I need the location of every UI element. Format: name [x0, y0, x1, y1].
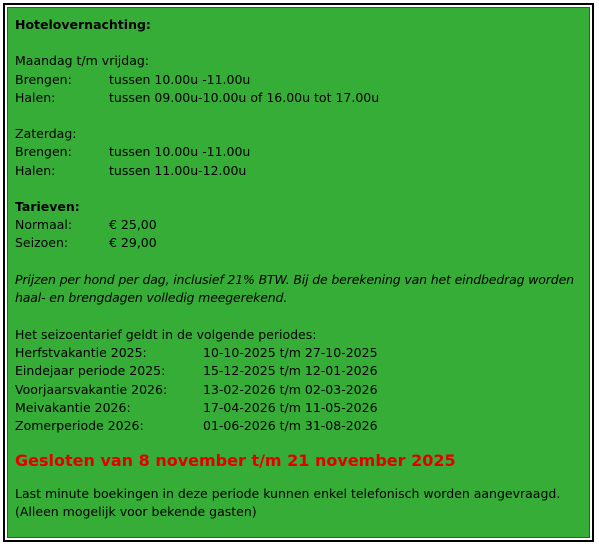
weekdays-heading: Maandag t/m vrijdag:	[15, 53, 150, 69]
season-period-row	[15, 362, 589, 380]
season-period-row	[15, 381, 589, 399]
info-panel	[7, 7, 590, 538]
saturday-heading: Zaterdag:	[15, 126, 77, 142]
row-value: tussen 09.00u-10.00u of 16.00u tot 17.00u	[109, 89, 380, 105]
period-label: Voorjaarsvakantie 2026:	[15, 381, 168, 397]
rate-season-row	[15, 234, 589, 252]
closed-notice: Gesloten van 8 november t/m 21 november 2025	[15, 451, 456, 471]
period-dates: 13-02-2026 t/m 02-03-2026	[203, 381, 378, 397]
row-value: tussen 11.00u-12.00u	[109, 162, 247, 178]
price-note: Prijzen per hond per dag, inclusief 21% BTW. Bij de berekening van het eindbedrag worden haal- en brengdagen volledig meegerekend.	[15, 271, 574, 306]
rates-heading: Tarieven:	[15, 198, 80, 214]
row-value: tussen 10.00u -11.00u	[109, 71, 251, 87]
row-label: Brengen:	[15, 71, 72, 87]
period-label: Zomerperiode 2026:	[15, 417, 144, 433]
saturday-drop-off-row	[15, 143, 589, 161]
period-dates: 17-04-2026 t/m 11-05-2026	[203, 399, 378, 415]
period-dates: 10-10-2025 t/m 27-10-2025	[203, 345, 378, 361]
weekdays-pick-up-row	[15, 89, 589, 107]
season-intro: Het seizoentarief geldt in de volgende periodes:	[15, 327, 317, 342]
row-label: Halen:	[15, 162, 56, 178]
period-label: Eindejaar periode 2025:	[15, 363, 166, 379]
period-label: Meivakantie 2026:	[15, 399, 131, 415]
row-label: Seizoen:	[15, 235, 69, 251]
period-dates: 01-06-2026 t/m 31-08-2026	[203, 417, 378, 433]
season-period-row	[15, 344, 589, 362]
row-label: Brengen:	[15, 144, 72, 160]
outer-frame	[3, 3, 594, 542]
footer-line-2: (Alleen mogelijk voor bekende gasten)	[15, 504, 257, 520]
rate-normal-row	[15, 216, 589, 234]
row-label: Normaal:	[15, 217, 73, 233]
row-value: € 25,00	[109, 217, 157, 233]
weekdays-drop-off-row	[15, 71, 589, 89]
row-value: € 29,00	[109, 235, 157, 251]
row-label: Halen:	[15, 89, 56, 105]
period-label: Herfstvakantie 2025:	[15, 345, 147, 361]
footer-line-1: Last minute boekingen in deze periode kunnen enkel telefonisch worden aangevraagd.	[15, 486, 561, 502]
saturday-pick-up-row	[15, 162, 589, 180]
row-value: tussen 10.00u -11.00u	[109, 144, 251, 160]
season-period-row	[15, 417, 589, 435]
panel-title: Hotelovernachting:	[15, 17, 151, 32]
period-dates: 15-12-2025 t/m 12-01-2026	[203, 363, 378, 379]
season-period-row	[15, 399, 589, 417]
